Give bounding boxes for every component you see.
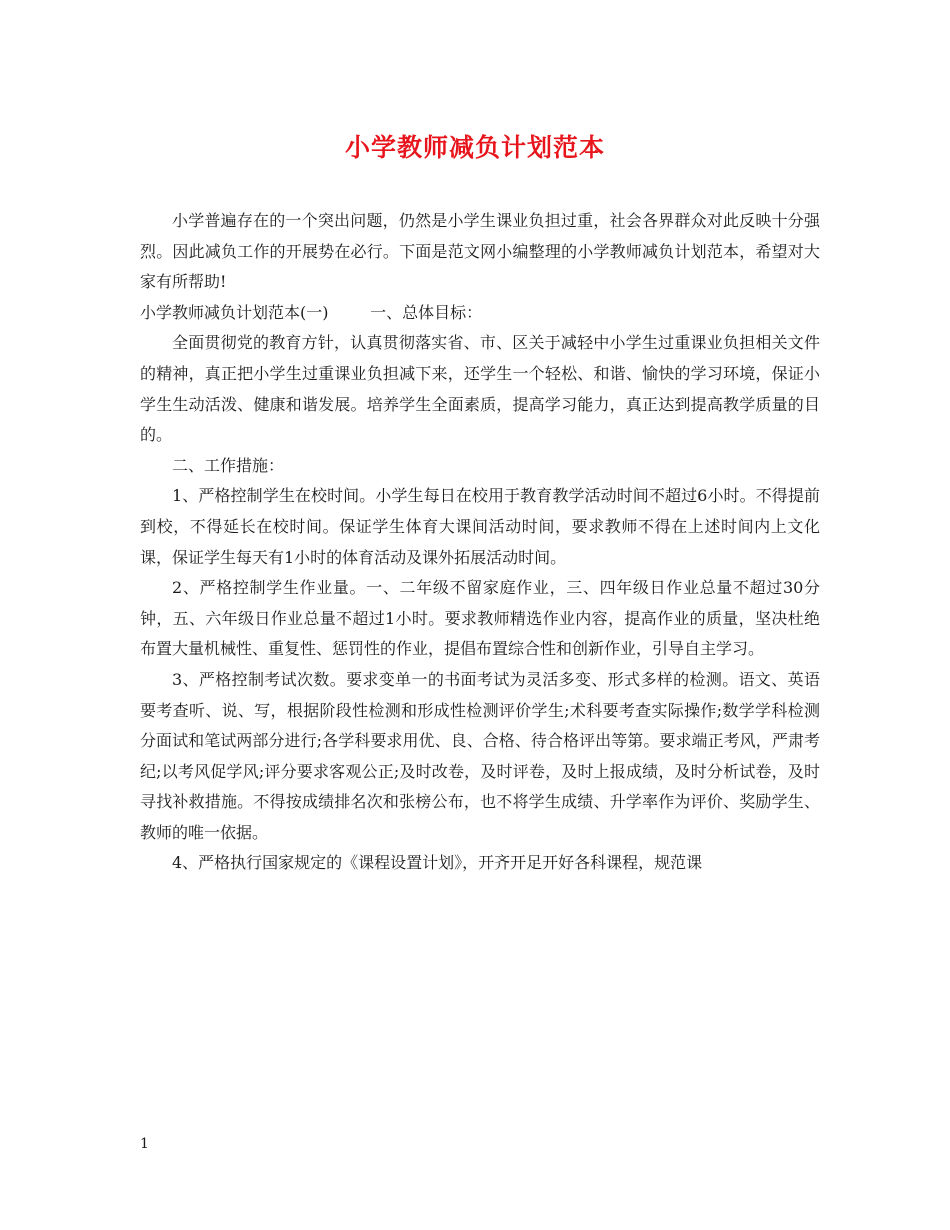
document-title: 小学教师减负计划范本: [344, 133, 605, 162]
goal-paragraph: 全面贯彻党的教育方针，认真贯彻落实省、市、区关于减轻中小学生过重课业负担相关文件的精神，真正把小学生过重课业负担减下来，还学生一个轻松、和谐、愉快的学习环境，保证小学生生动活泼、健康和谐发展。培养学生全面素质，提高学习能力，真正达到提高教学质量的目的。: [140, 333, 820, 445]
measure-item-4: 4、严格执行国家规定的《课程设置计划》，开齐开足开好各科课程，规范课: [172, 853, 703, 873]
section1-heading: 小学教师减负计划范本(一): [140, 302, 329, 322]
section-heading-line: [140, 298, 820, 329]
measure-item-3: 3、严格控制考试次数。要求变单一的书面考试为灵活多变、形式多样的检测。语文、英语要考查听、说、写，根据阶段性检测和形成性检测评价学生;术科要考查实际操作;数学学科检测分面试和笔试两部分进行;各学科要求用优、良、合格、待合格评出等第。要求端正考风，严肃考纪;以考风促学风;评分要求客观公正;及时改卷，及时评卷，及时上报成绩，及时分析试卷，及时寻找补救措施。不得按成绩排名次和张榜公布，也不将学生成绩、升学率作为评价、奖励学生、教师的唯一依据。: [140, 669, 820, 842]
measures-heading: 二、工作措施：: [172, 455, 285, 475]
intro-paragraph: 小学普遍存在的一个突出问题，仍然是小学生课业负担过重，社会各界群众对此反映十分强烈。因此减负工作的开展势在必行。下面是范文网小编整理的小学教师减负计划范本，希望对大家有所帮助!: [140, 211, 820, 292]
section1-subheading: 一、总体目标：: [370, 302, 483, 322]
measure-item-1: 1、严格控制学生在校时间。小学生每日在校用于教育教学活动时间不超过6小时。不得提前到校，不得延长在校时间。保证学生体育大课间活动时间，要求教师不得在上述时间内上文化课，保证学生每天有1小时的体育活动及课外拓展活动时间。: [140, 486, 820, 567]
document-body: [140, 206, 820, 879]
measure-item-2: 2、严格控制学生作业量。一、二年级不留家庭作业，三、四年级日作业总量不超过30分钟，五、六年级日作业总量不超过1小时。要求教师精选作业内容，提高作业的质量，坚决杜绝 布置大量机械性、重复性、惩罚性的作业，提倡布置综合性和创新作业，引导自主学习。: [140, 578, 820, 659]
page-number: 1: [140, 1136, 149, 1152]
